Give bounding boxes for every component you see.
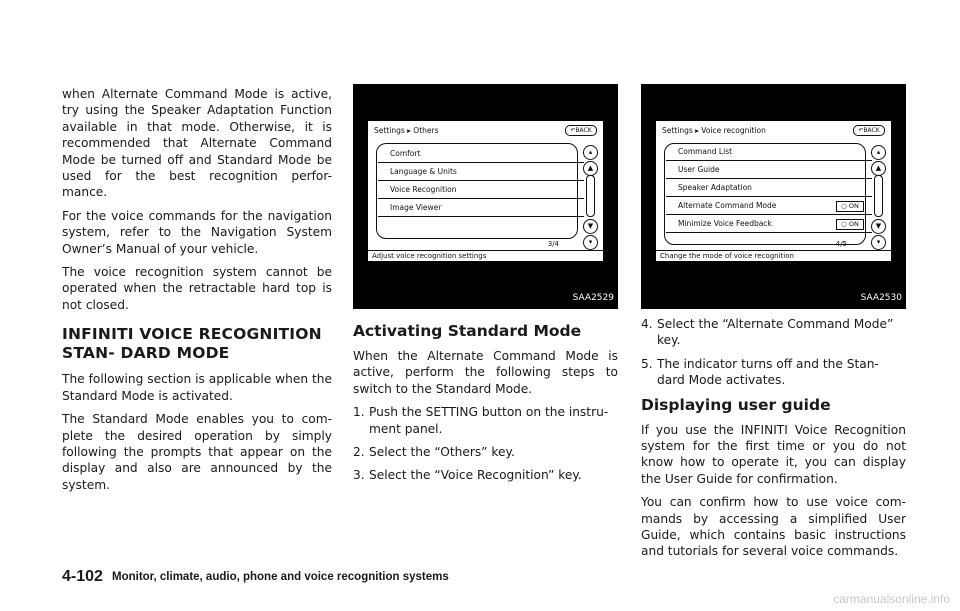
list-item: Minimize Voice Feedback ○ ON [666, 215, 872, 233]
paragraph: If you use the INFINITI Voice Recognition system for the first time or you do not know how to operate it, you can display the User Guide for confirmation. [641, 422, 906, 486]
display-screen [655, 120, 892, 262]
paragraph: For the voice commands for the navigation system, refer to the Navigation System Owner’s Manual of your vehicle. [62, 208, 332, 256]
scroll-up-icon: ▴ [583, 145, 598, 160]
paragraph: The following section is applicable when the Standard Mode is activated. [62, 372, 332, 403]
toggle-on-indicator: ○ ON [836, 219, 864, 230]
scrollbar-icon [874, 175, 883, 217]
list-item: 5. The indicator turns off and the Stan- dard Mode activates. [641, 356, 879, 388]
list-item: Command List [666, 143, 872, 161]
page-number: 4-102 [62, 568, 103, 585]
steps-list [641, 316, 906, 389]
page-indicator: 4/5 [835, 240, 847, 248]
back-arrow-icon: ↶ [858, 127, 864, 134]
section-heading: Activating Standard Mode [353, 322, 582, 340]
figure-caption: SAA2530 [860, 293, 902, 303]
list-item: Alternate Command Mode ○ ON [666, 197, 872, 215]
down-arrow-icon: ▼ [583, 219, 598, 234]
display-screen [367, 120, 604, 262]
page-indicator: 3/4 [547, 240, 559, 248]
paragraph: You can confirm how to use voice com- mands by accessing a simplified User Guide, which contains basic instructions and tutorials for several voice commands. [641, 495, 906, 559]
steps-list [353, 404, 618, 484]
list-item: 1. Push the SETTING button on the instru- ment panel. [353, 405, 609, 436]
right-column [641, 316, 906, 567]
up-arrow-icon: ▲ [583, 161, 598, 176]
screen-title: Settings ▸ Others [374, 126, 439, 135]
list-item: Voice Recognition [378, 181, 584, 199]
scroll-up-icon: ▴ [871, 145, 886, 160]
middle-column [353, 316, 618, 491]
scroll-down-icon: ▾ [871, 235, 886, 250]
paragraph: The Standard Mode enables you to com- plete the desired operation by simply following the prompts that appear on the display and also are announced by the system. [62, 412, 332, 492]
list-item: Language & Units [378, 163, 584, 181]
list-item: Comfort [378, 145, 584, 163]
back-button: ↶BACK [853, 125, 885, 136]
section-title: Monitor, climate, audio, phone and voice recognition systems [112, 571, 449, 583]
left-column [62, 86, 332, 500]
paragraph: When the Alternate Command Mode is active, perform the following steps to switch to the Standard Mode. [353, 349, 618, 396]
list-item: Speaker Adaptation [666, 179, 872, 197]
scrollbar-icon [586, 175, 595, 217]
screen-title: Settings ▸ Voice recognition [662, 126, 766, 135]
up-arrow-icon: ▲ [871, 161, 886, 176]
section-heading: INFINITI VOICE RECOGNITION STAN- DARD MODE [62, 325, 322, 363]
back-button: ↶BACK [565, 125, 597, 136]
back-arrow-icon: ↶ [570, 127, 576, 134]
watermark: carmanualsonline.info [833, 592, 950, 606]
status-line: Adjust voice recognition settings [368, 250, 603, 261]
paragraph: when Alternate Command Mode is active, try using the Speaker Adaptation Function available in that mode. Otherwise, it is recommended that Alternate Command Mode be turned off and Standard Mode be used for the best recognition perfor- mance. [62, 87, 332, 200]
indicator-icon: ○ [841, 220, 849, 228]
paragraph: The voice recognition system cannot be operated when the retractable hard top is not closed. [62, 265, 332, 312]
status-line: Change the mode of voice recognition [656, 250, 891, 261]
figure-settings-others [353, 84, 618, 309]
list-item: 2. Select the “Others” key. [353, 445, 515, 460]
section-heading: Displaying user guide [641, 395, 831, 414]
list-item: 3. Select the “Voice Recognition” key. [353, 468, 582, 483]
list-item: Image Viewer [378, 199, 584, 217]
toggle-on-indicator: ○ ON [836, 201, 864, 212]
list-item: 4. Select the “Alternate Command Mode” key. [641, 317, 894, 348]
scroll-down-icon: ▾ [583, 235, 598, 250]
indicator-icon: ○ [841, 202, 849, 210]
down-arrow-icon: ▼ [871, 219, 886, 234]
figure-voice-recognition [641, 84, 906, 309]
figure-caption: SAA2529 [572, 293, 614, 303]
list-item: User Guide [666, 161, 872, 179]
